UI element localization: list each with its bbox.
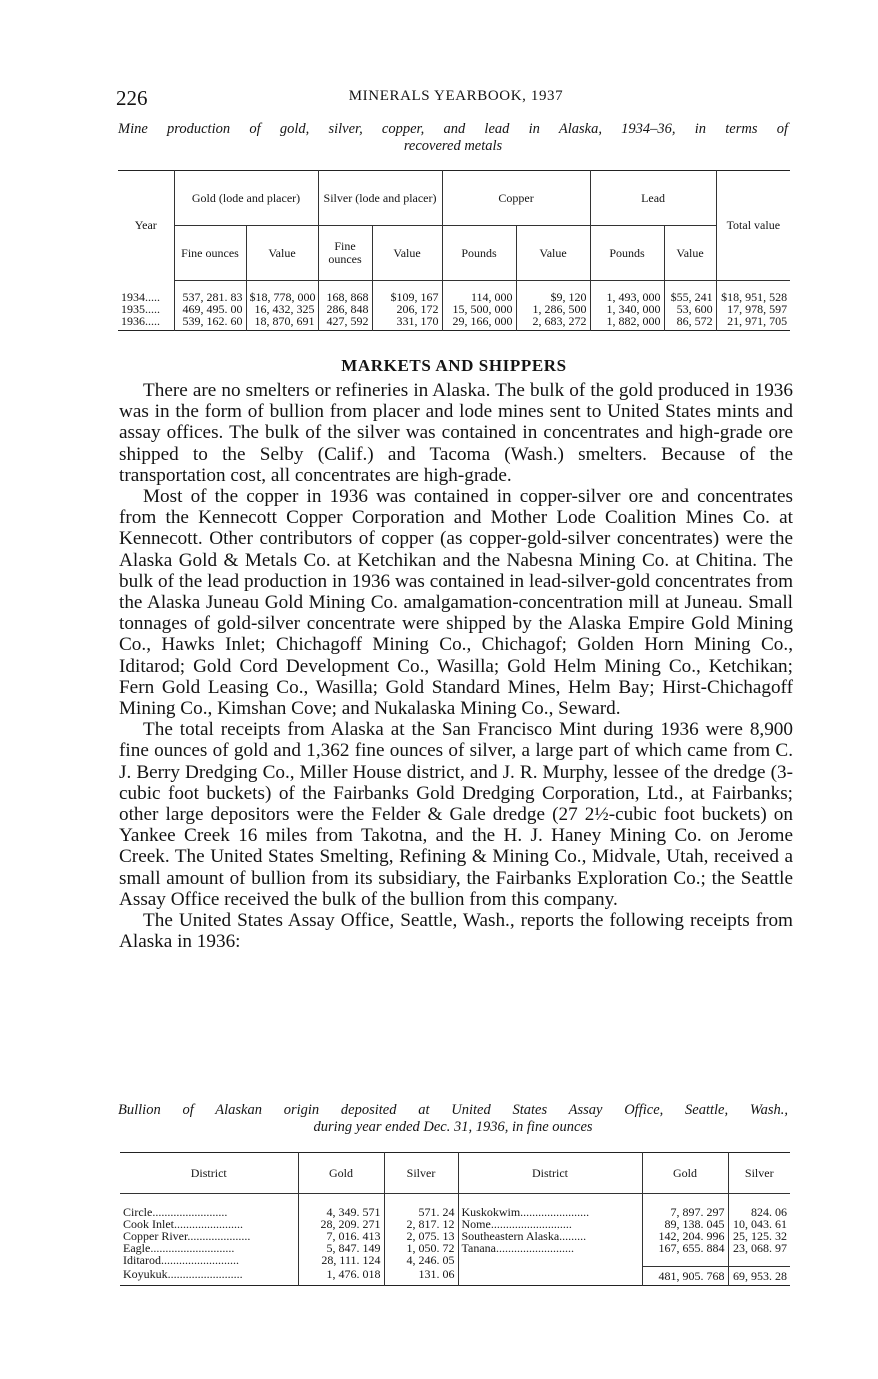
- gold-value-cell: 18, 870, 691: [246, 315, 318, 331]
- table-row: [118, 315, 790, 331]
- lead-pounds-cell: 1, 493, 000: [590, 291, 664, 303]
- district-cell: Nome...........................: [458, 1218, 642, 1230]
- district-cell: Copper River.....................: [123, 1229, 251, 1243]
- silver-value-cell: 206, 172: [372, 303, 442, 315]
- gold-cell: 7, 897. 297: [642, 1206, 728, 1218]
- header-copper-value: Value: [516, 226, 590, 281]
- gold-value-cell: 16, 432, 325: [246, 303, 318, 315]
- district-cell: Cook Inlet.......................: [123, 1217, 243, 1231]
- lead-pounds-cell: 1, 882, 000: [590, 315, 664, 331]
- copper-pounds-cell: 15, 500, 000: [442, 303, 516, 315]
- silver-cell: 4, 246. 05: [384, 1254, 458, 1267]
- gold-ounces-cell: 469, 495. 00: [174, 303, 246, 315]
- gold-value-cell: $18, 778, 000: [246, 291, 318, 303]
- table1-caption: [118, 121, 788, 155]
- header-silver-value: Value: [372, 226, 442, 281]
- header-district: District: [120, 1153, 298, 1194]
- silver-cell: 2, 075. 13: [384, 1230, 458, 1242]
- gold-cell: 89, 138. 045: [642, 1218, 728, 1230]
- district-cell: Circle.........................: [123, 1205, 228, 1219]
- page-header: [116, 86, 796, 110]
- table2-caption: [118, 1102, 788, 1136]
- header-silver-group: Silver (lode and placer): [318, 171, 442, 226]
- header-district-2: District: [458, 1153, 642, 1194]
- paragraph: There are no smelters or refineries in Alaska. The bulk of the gold produced in 1936 was in the form of bullion from placer and lode mines sent to United States mints and assay offices. The bulk of the silver was contained in concentrates and high-grade ore shipped to the Selby (Calif.) and Tacoma (Wash.) smelters. Because of the transportation cost, all concentrates are high-grade.: [119, 380, 793, 486]
- body-text: [119, 380, 793, 952]
- silver-cell: 10, 043. 61: [728, 1218, 790, 1230]
- copper-value-cell: 2, 683, 272: [516, 315, 590, 331]
- header-gold: Gold: [298, 1153, 384, 1194]
- district-cell: Koyukuk.........................: [123, 1267, 243, 1282]
- gold-cell: 1, 476. 018: [298, 1267, 384, 1286]
- silver-cell: 1, 050. 72: [384, 1242, 458, 1254]
- header-silver-fine-ounces: Fine ounces: [318, 226, 372, 281]
- silver-ounces-cell: 286, 848: [318, 303, 372, 315]
- silver-cell: 23, 068. 97: [728, 1242, 790, 1254]
- table1-caption-line2: recovered metals: [403, 138, 503, 154]
- table2-caption-line1: Bullion of Alaskan origin deposited at United States Assay Office, Seattle, Wash.,: [118, 1102, 788, 1118]
- total-value-cell: 21, 971, 705: [716, 315, 790, 331]
- section-heading: MARKETS AND SHIPPERS: [341, 356, 567, 375]
- header-gold-2: Gold: [642, 1153, 728, 1194]
- silver-cell: 25, 125. 32: [728, 1230, 790, 1242]
- paragraph: The United States Assay Office, Seattle, Wash., reports the following receipts from Alaska in 1936:: [119, 910, 793, 953]
- silver-cell: 2, 817. 12: [384, 1218, 458, 1230]
- table2-caption-line2: during year ended Dec. 31, 1936, in fine ounces: [313, 1119, 593, 1135]
- silver-cell: 824. 06: [728, 1206, 790, 1218]
- paragraph: The total receipts from Alaska at the San Francisco Mint during 1936 were 8,900 fine ounces of gold and 1,362 fine ounces of silver, a large part of which came from C. J. Berry Dredging Co., Miller House district, and J. R. Murphy, lessee of the dredge (3-cubic foot buckets) of the Fairbanks Gold Dredging Corporation, Ltd., at Fairbanks; other large depositors were the Felder & Gale dredge (27 2½-cubic foot buckets) on Yankee Creek 16 miles from Takotna, and the H. J. Haney Mining Co. on Jerome Creek. The United States Smelting, Refining & Mining Co., Midvale, Utah, received a small amount of bullion from its subsidiary, the Fairbanks Exploration Co.; the Seattle Assay Office received the bulk of the bullion from this company.: [119, 719, 793, 910]
- silver-ounces-cell: 427, 592: [318, 315, 372, 331]
- header-total-value: Total value: [716, 171, 790, 281]
- page-number: 226: [116, 86, 148, 110]
- table1-caption-line1: Mine production of gold, silver, copper, and lead in Alaska, 1934–36, in terms of: [118, 121, 788, 137]
- district-cell: Tanana..........................: [458, 1242, 642, 1254]
- gold-cell: 5, 847. 149: [298, 1242, 384, 1254]
- silver-value-cell: $109, 167: [372, 291, 442, 303]
- district-cell: Eagle............................: [123, 1241, 235, 1255]
- header-copper-pounds: Pounds: [442, 226, 516, 281]
- running-title: MINERALS YEARBOOK, 1937: [348, 88, 564, 104]
- total-value-cell: $18, 951, 528: [716, 291, 790, 303]
- header-lead-group: Lead: [590, 171, 716, 226]
- gold-ounces-cell: 537, 281. 83: [174, 291, 246, 303]
- header-gold-value: Value: [246, 226, 318, 281]
- gold-cell: [642, 1254, 728, 1267]
- table-row: [120, 1254, 790, 1267]
- copper-pounds-cell: 114, 000: [442, 291, 516, 303]
- silver-cell: 131. 06: [384, 1267, 458, 1286]
- table-row: [120, 1242, 790, 1254]
- year-cell: 1936.....: [121, 314, 160, 328]
- district-cell: [458, 1267, 642, 1286]
- copper-value-cell: $9, 120: [516, 291, 590, 303]
- table-row: [120, 1267, 790, 1286]
- district-cell: [458, 1254, 642, 1267]
- silver-total-cell: 69, 953. 28: [728, 1267, 790, 1286]
- header-year: Year: [134, 218, 157, 233]
- silver-cell: 571. 24: [384, 1206, 458, 1218]
- silver-cell: [728, 1254, 790, 1267]
- silver-value-cell: 331, 170: [372, 315, 442, 331]
- gold-cell: 142, 204. 996: [642, 1230, 728, 1242]
- header-lead-pounds: Pounds: [590, 226, 664, 281]
- district-cell: Southeastern Alaska.........: [458, 1230, 642, 1242]
- total-value-cell: 17, 978, 597: [716, 303, 790, 315]
- lead-value-cell: 53, 600: [664, 303, 716, 315]
- gold-total-cell: 481, 905. 768: [642, 1267, 728, 1286]
- copper-value-cell: 1, 286, 500: [516, 303, 590, 315]
- gold-cell: 7, 016. 413: [298, 1230, 384, 1242]
- bullion-table: [120, 1152, 790, 1286]
- paragraph: Most of the copper in 1936 was contained in copper-silver ore and concentrates from the Kennecott Copper Corporation and Mother Lode Coalition Mines Co. at Kennecott. Other contributors of copper (as copper-gold-silver concentrates) were the Alaska Gold & Metals Co. at Ketchikan and the Nabesna Mining Co. at Chitina. The bulk of the lead production in 1936 was contained in lead-silver-gold concentrates from the Alaska Juneau Gold Mining Co. amalgamation-concentration mill at Juneau. Small tonnages of gold-silver concentrate were shipped by the Alaska Empire Gold Mining Co., Hawks Inlet; Chichagoff Mining Co., Chichagof; Golden Horn Mining Co., Iditarod; Gold Cord Development Co., Wasilla; Gold Helm Mining Co., Ketchikan; Fern Gold Leasing Co., Wasilla; Gold Standard Mines, Helm Bay; Hirst-Chichagoff Mining Co., Kimshan Cove; and Nukalaska Mining Co., Seward.: [119, 486, 793, 720]
- lead-value-cell: 86, 572: [664, 315, 716, 331]
- district-cell: Kuskokwim.......................: [458, 1206, 642, 1218]
- gold-ounces-cell: 539, 162. 60: [174, 315, 246, 331]
- year-cell: 1934.....: [121, 290, 160, 304]
- district-cell: Iditarod..........................: [123, 1253, 239, 1268]
- lead-value-cell: $55, 241: [664, 291, 716, 303]
- gold-cell: 28, 209. 271: [298, 1218, 384, 1230]
- gold-cell: 4, 349. 571: [298, 1206, 384, 1218]
- gold-cell: 28, 111. 124: [298, 1254, 384, 1267]
- silver-ounces-cell: 168, 868: [318, 291, 372, 303]
- header-silver-2: Silver: [728, 1153, 790, 1194]
- header-gold-group: Gold (lode and placer): [174, 171, 318, 226]
- year-cell: 1935.....: [121, 302, 160, 316]
- production-table: [118, 170, 790, 331]
- copper-pounds-cell: 29, 166, 000: [442, 315, 516, 331]
- header-gold-fine-ounces: Fine ounces: [174, 226, 246, 281]
- header-copper-group: Copper: [442, 171, 590, 226]
- header-silver: Silver: [384, 1153, 458, 1194]
- header-lead-value: Value: [664, 226, 716, 281]
- gold-cell: 167, 655. 884: [642, 1242, 728, 1254]
- lead-pounds-cell: 1, 340, 000: [590, 303, 664, 315]
